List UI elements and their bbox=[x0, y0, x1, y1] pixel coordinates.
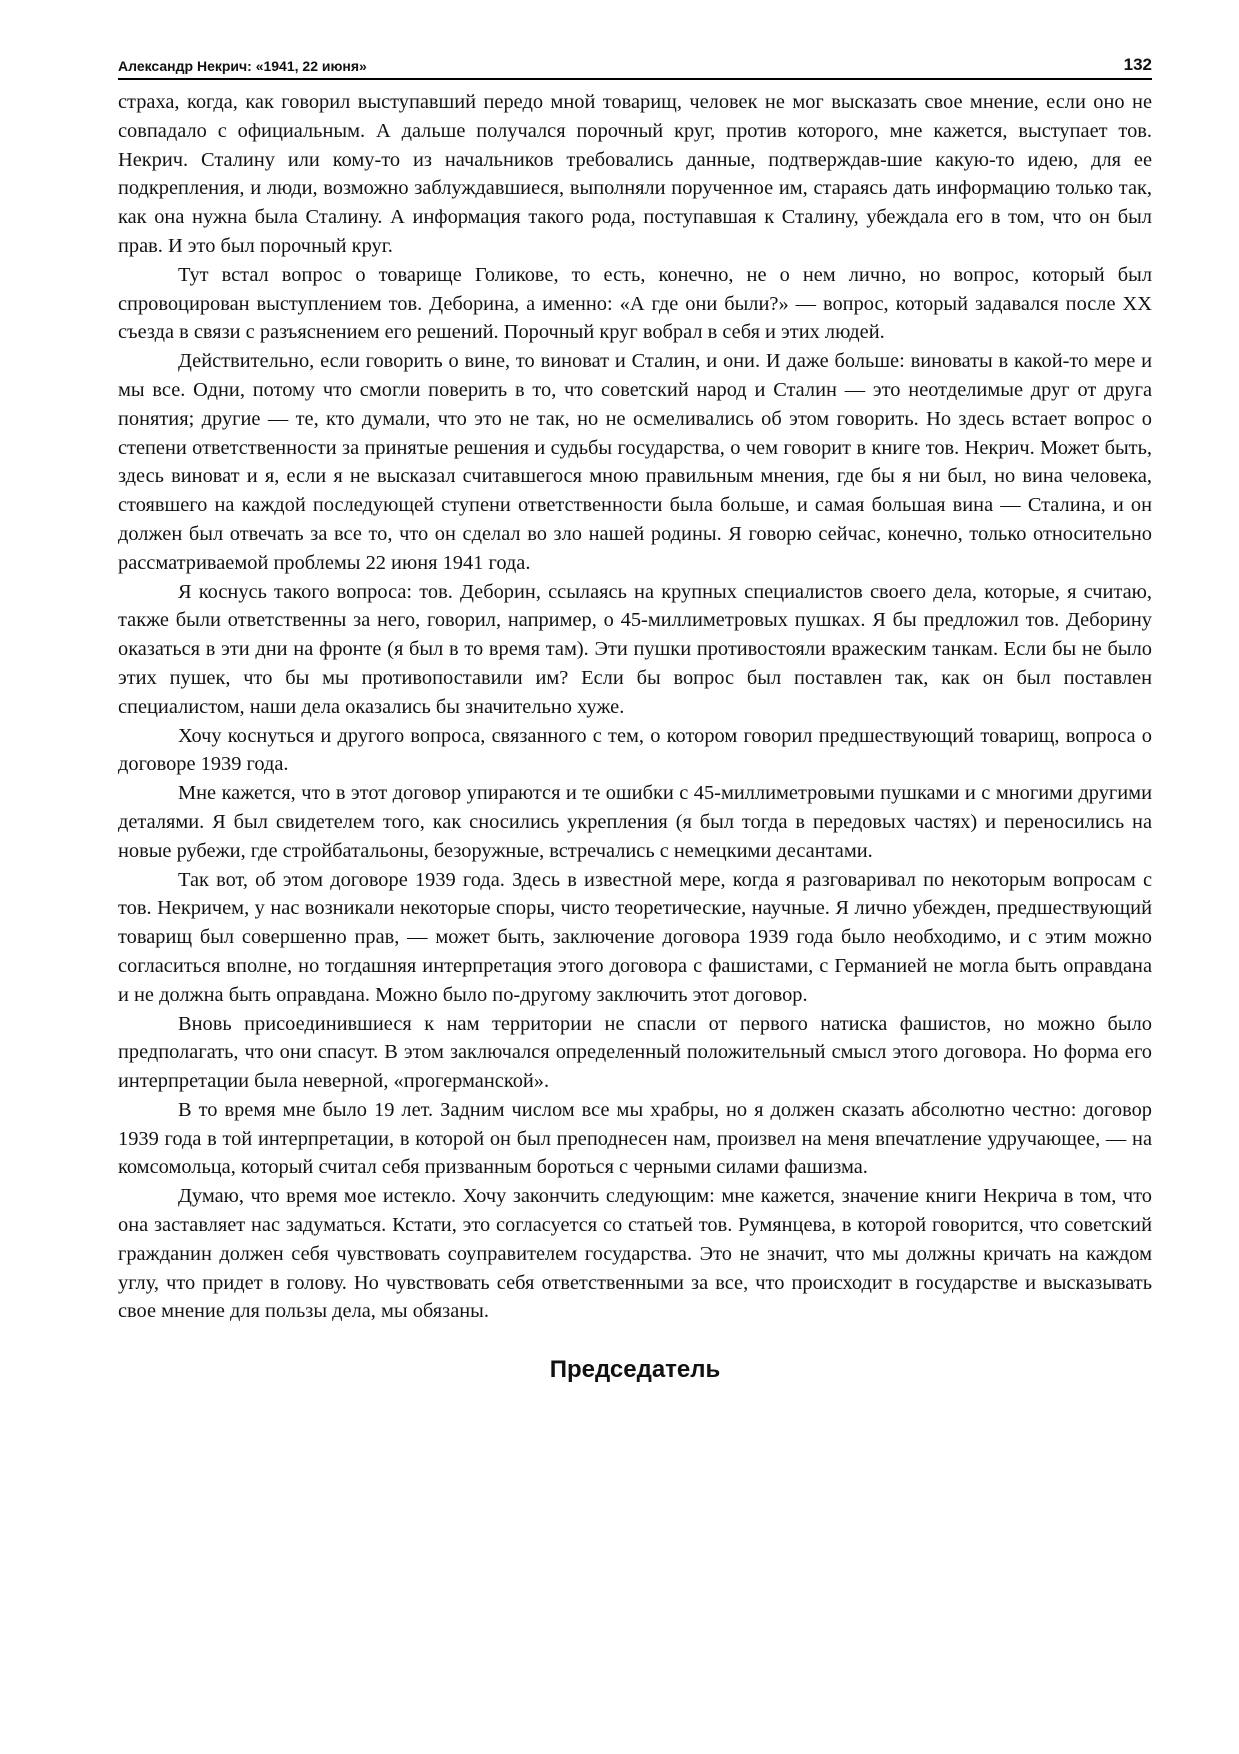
paragraph: Мне кажется, что в этот договор упираются и те ошибки с 45-миллиметровыми пушками и с многими другими деталями. Я был свидетелем того, как сносились укрепления (я был тогда в передовых частях) и переносились на новые рубежи, где стройбатальоны, безоружные, встречались с немецкими десантами. bbox=[118, 782, 1152, 862]
paragraph: Тут встал вопрос о товарище Голикове, то есть, конечно, не о нем лично, но вопрос, который был спровоцирован выступлением тов. Деборина, а именно: «А где они были?» — вопрос, который задавался после XX съезда в связи с разъяснением его решений. Порочный круг вобрал в себя и этих людей. bbox=[118, 263, 1152, 344]
body-text bbox=[118, 88, 1152, 1326]
paragraph: В то время мне было 19 лет. Задним числом все мы храбры, но я должен сказать абсолютно честно: договор 1939 года в той интерпретации, в которой он был преподнесен нам, произвел на меня впечатление удручающее, — на комсомольца, который считал себя призванным бороться с черными силами фашизма. bbox=[118, 1098, 1152, 1179]
running-header bbox=[118, 50, 1152, 80]
paragraph: Хочу коснуться и другого вопроса, связанного с тем, о котором говорил предшествующий товарищ, вопроса о договоре 1939 года. bbox=[118, 724, 1152, 776]
paragraph: Действительно, если говорить о вине, то виноват и Сталин, и они. И даже больше: виноваты в какой-то мере и мы все. Одни, потому что смогли поверить в то, что советский народ и Сталин — это неотделимые друг от друга понятия; другие — те, кто думали, что это не так, но не осмеливались об этом говорить. Но здесь встает вопрос о степени ответственности за принятые решения и судьбы государства, о чем говорит в книге тов. Некрич. Может быть, здесь виноват и я, если я не высказал считавшегося мною правильным мнения, где бы я ни был, но вина человека, стоявшего на каждой последующей ступени ответственности была больше, и самая большая вина — Сталина, и он должен был отвечать за все то, что он сделал во зло нашей родины. Я говорю сейчас, конечно, только относительно рассматриваемой проблемы 22 июня 1941 года. bbox=[118, 350, 1152, 574]
paragraph: Вновь присоединившиеся к нам территории не спасли от первого натиска фашистов, но можно было предполагать, что они спасут. В этом заключался определенный положительный смысл этого договора. Но форма его интерпретации была неверной, «прогерманской». bbox=[118, 1012, 1152, 1093]
paragraph: Я коснусь такого вопроса: тов. Деборин, ссылаясь на крупных специалистов своего дела, которые, я считаю, также были ответственны за него, говорил, например, о 45-миллиметровых пушках. Я бы предложил тов. Деборину оказаться в эти дни на фронте (я был в то время там). Эти пушки противостояли вражеским танкам. Если бы не было этих пушек, что бы мы противопоставили им? Если бы вопрос был поставлен так, как он был поставлен специалистом, наши дела оказались бы значительно хуже. bbox=[118, 580, 1152, 718]
paragraph: Так вот, об этом договоре 1939 года. Здесь в известной мере, когда я разговаривал по некоторым вопросам с тов. Некричем, у нас возникали некоторые споры, чисто теоретические, научные. Я лично убежден, предшествующий товарищ был совершенно прав, — может быть, заключение договора 1939 года было необходимо, и с этим можно согласиться вполне, но тогдашняя интерпретация этого договора с фашистами, с Германией не могла быть оправдана и не должна быть оправдана. Можно было по-другому заключить этот договор. bbox=[118, 868, 1152, 1006]
section-heading: Председатель bbox=[549, 1356, 721, 1384]
header-title: Александр Некрич: «1941, 22 июня» bbox=[118, 58, 367, 74]
paragraph: страха, когда, как говорил выступавший передо мной товарищ, человек не мог высказать свое мнение, если оно не совпадало с официальным. А дальше получался порочный круг, против которого, мне кажется, выступает тов. Некрич. Сталину или кому-то из начальников требовались данные, подтверждав-шие какую-то идею, для ее подкрепления, и люди, возможно заблуждавшиеся, выполняли порученное им, стараясь дать информацию только так, как она нужна была Сталину. А информация такого рода, поступавшая к Сталину, убеждала его в том, что он был прав. И это был порочный круг. bbox=[118, 91, 1152, 257]
paragraph: Думаю, что время мое истекло. Хочу закончить следующим: мне кажется, значение книги Некрича в том, что она заставляет нас задуматься. Кстати, это согласуется со статьей тов. Румянцева, в которой говорится, что советский гражданин должен себя чувствовать соуправителем государства. Это не значит, что мы должны кричать на каждом углу, что придет в голову. Но чувствовать себя ответственными за все, что происходит в государстве и высказывать свое мнение для пользы дела, мы обязаны. bbox=[118, 1185, 1152, 1323]
document-page bbox=[118, 50, 1152, 1384]
page-number: 132 bbox=[1123, 55, 1152, 74]
